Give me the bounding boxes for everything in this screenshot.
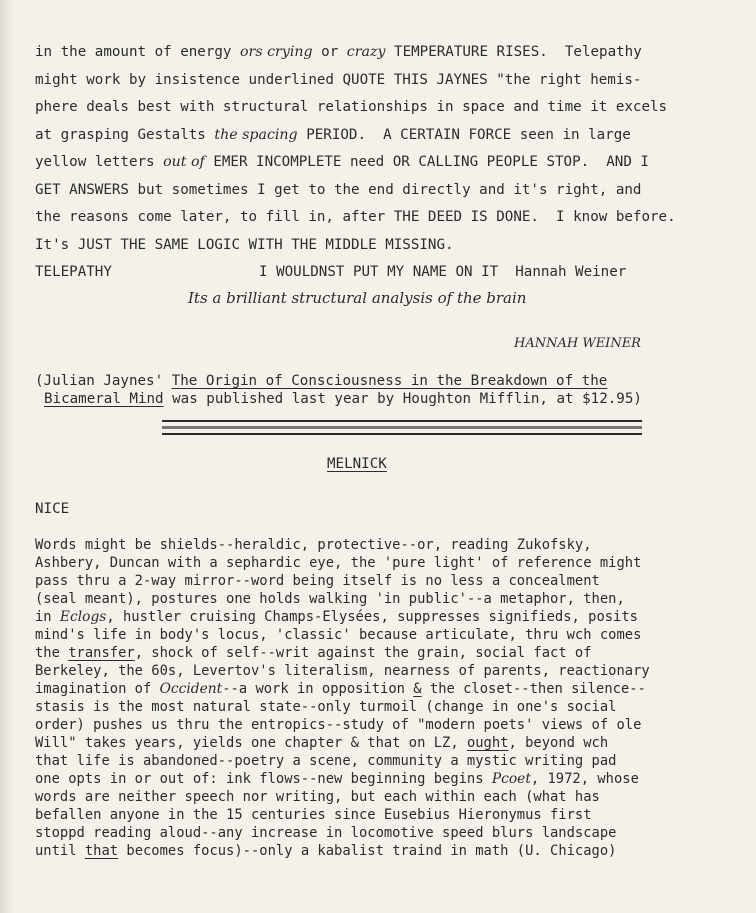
poem-line-9b: I WOULDNST PUT MY NAME ON IT Hannah Weiner	[259, 264, 627, 280]
essay-line-4: (seal meant), postures one holds walking 'in public'--a metaphor, then,	[35, 591, 625, 607]
note-line-2: Bicameral Mind was published last year by Houghton Mifflin, at $12.95)	[44, 391, 642, 407]
essay-line-8: Berkeley, the 60s, Levertov's literalism, nearness of parents, reactionary	[35, 663, 650, 679]
poem-line-5: yellow letters out of EMER INCOMPLETE need OR CALLING PEOPLE STOP. AND I	[35, 154, 649, 170]
essay-line-15: words are neither speech nor writing, but each within each (what has	[35, 789, 600, 805]
poem-line-3: phere deals best with structural relationships in space and time it excels	[35, 99, 668, 115]
poem-line-4: at grasping Gestalts the spacing PERIOD. A CERTAIN FORCE seen in large	[35, 127, 631, 143]
poem-line-6: GET ANSWERS but sometimes I get to the end directly and it's right, and	[35, 182, 642, 198]
essay-line-12: Will" takes years, yields one chapter & that on LZ, ought, beyond wch	[35, 735, 609, 751]
essay-line-18: until that becomes focus)--only a kabalist traind in math (U. Chicago)	[35, 843, 617, 859]
essay-line-17: stoppd reading aloud--any increase in locomotive speed blurs landscape	[35, 825, 617, 841]
essay-line-7: the transfer, shock of self--writ against the grain, social fact of	[35, 645, 592, 661]
poem-line-1: in the amount of energy ors crying or crazy TEMPERATURE RISES. Telepathy	[35, 44, 642, 60]
page-edge-shadow	[0, 0, 14, 913]
poem-line-8: It's JUST THE SAME LOGIC WITH THE MIDDLE MISSING.	[35, 237, 454, 253]
essay-line-3: pass thru a 2-way mirror--word being itself is no less a concealment	[35, 573, 600, 589]
essay-line-1: Words might be shields--heraldic, protective--or, reading Zukofsky,	[35, 537, 592, 553]
poem-line-7: the reasons come later, to fill in, after THE DEED IS DONE. I know before.	[35, 209, 676, 225]
essay-line-9: imagination of Occident--a work in opposition & the closet--then silence--	[35, 681, 646, 697]
note-line-1: (Julian Jaynes' The Origin of Consciousness in the Breakdown of the	[35, 373, 608, 389]
essay-line-16: befallen anyone in the 15 centuries since Eusebius Hieronymus first	[35, 807, 592, 823]
section-author: MELNICK	[327, 456, 387, 472]
signature: HANNAH WEINER	[514, 336, 641, 351]
essay-line-11: order) pushes us thru the entropics--study of "modern poets' views of ole	[35, 717, 642, 733]
essay-line-2: Ashbery, Duncan with a sephardic eye, the 'pure light' of reference might	[35, 555, 642, 571]
section-divider	[162, 420, 642, 442]
essay-line-10: stasis is the most natural state--only turmoil (change in one's social	[35, 699, 617, 715]
poem-line-9a: TELEPATHY	[35, 264, 112, 280]
section-title: NICE	[35, 501, 70, 517]
essay-line-13: that life is abandoned--poetry a scene, community a mystic writing pad	[35, 753, 617, 769]
essay-line-5: in Eclogs, hustler cruising Champs-Elysées, suppresses signifieds, posits	[35, 609, 638, 625]
poem-line-2: might work by insistence underlined QUOTE THIS JAYNES "the right hemis-	[35, 72, 642, 88]
poem-line-10: Its a brilliant structural analysis of the brain	[188, 289, 527, 307]
essay-line-6: mind's life in body's locus, 'classic' because articulate, thru wch comes	[35, 627, 642, 643]
essay-line-14: one opts in or out of: ink flows--new beginning begins Pcoet, 1972, whose	[35, 771, 639, 787]
